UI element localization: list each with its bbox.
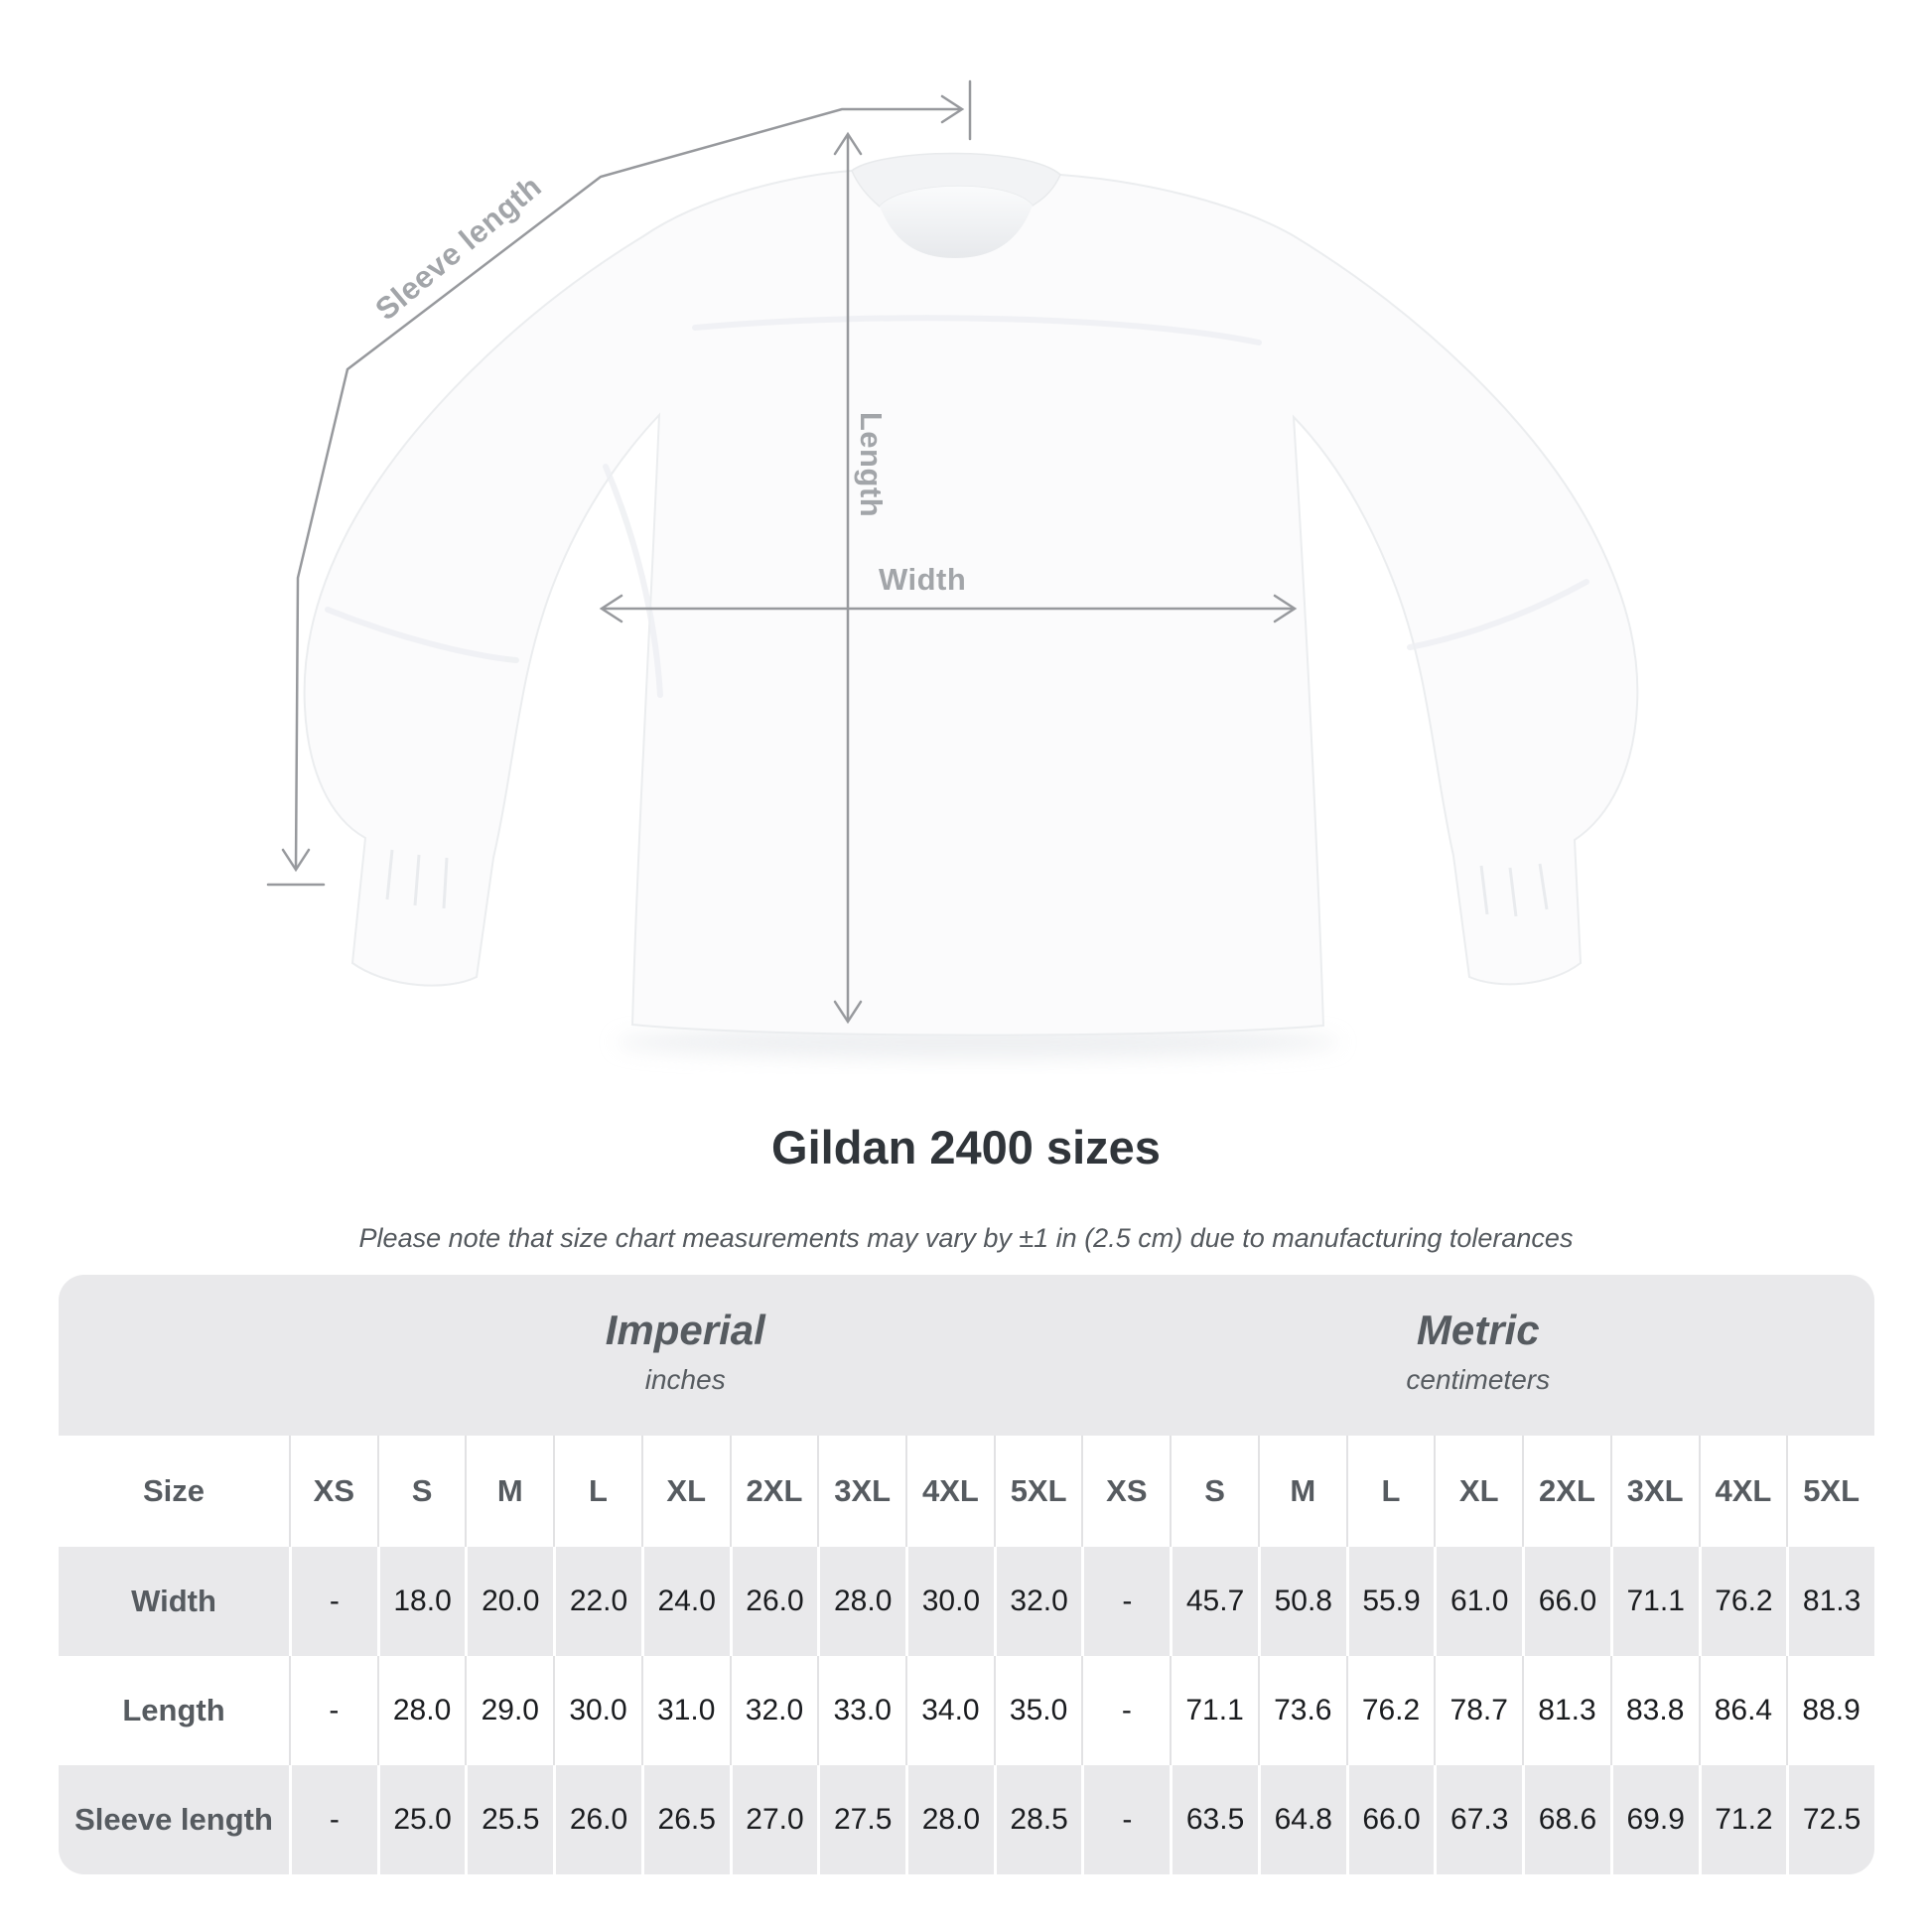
size-header-imperial: M — [465, 1436, 553, 1547]
value-cell-metric: 68.6 — [1522, 1765, 1610, 1874]
imperial-unit: inches — [644, 1364, 726, 1395]
value-cell-imperial: 27.5 — [817, 1765, 905, 1874]
value-cell-imperial: 22.0 — [553, 1547, 641, 1656]
size-header-imperial: XL — [641, 1436, 730, 1547]
length-label: Length — [854, 411, 889, 518]
size-header-imperial: 2XL — [730, 1436, 818, 1547]
metric-unit: centimeters — [1406, 1364, 1551, 1395]
value-cell-imperial: 28.5 — [994, 1765, 1082, 1874]
value-cell-imperial: 35.0 — [994, 1656, 1082, 1765]
value-cell-imperial: - — [289, 1765, 377, 1874]
sleeve-length-label: Sleeve length — [368, 168, 548, 328]
value-cell-metric: 45.7 — [1170, 1547, 1258, 1656]
size-column-header: Size — [59, 1436, 289, 1547]
value-cell-imperial: 30.0 — [905, 1547, 994, 1656]
value-cell-imperial: 31.0 — [641, 1656, 730, 1765]
value-cell-metric: 69.9 — [1610, 1765, 1699, 1874]
value-cell-imperial: 18.0 — [377, 1547, 466, 1656]
band-spacer — [59, 1275, 289, 1436]
metric-section-header — [1081, 1275, 1874, 1436]
value-cell-metric: 72.5 — [1786, 1765, 1874, 1874]
value-cell-metric: 73.6 — [1258, 1656, 1346, 1765]
value-cell-imperial: 26.0 — [553, 1765, 641, 1874]
value-cell-imperial: 28.0 — [817, 1547, 905, 1656]
size-header-metric: XL — [1434, 1436, 1522, 1547]
tolerance-note: Please note that size chart measurements may vary by ±1 in (2.5 cm) due to manufacturing tolerances — [358, 1223, 1574, 1253]
value-cell-imperial: 27.0 — [730, 1765, 818, 1874]
row-label: Sleeve length — [59, 1765, 289, 1874]
shirt-body — [305, 154, 1638, 1035]
value-cell-imperial: 30.0 — [553, 1656, 641, 1765]
value-cell-metric: - — [1081, 1547, 1170, 1656]
value-cell-imperial: 32.0 — [994, 1547, 1082, 1656]
size-header-metric: M — [1258, 1436, 1346, 1547]
value-cell-imperial: 25.0 — [377, 1765, 466, 1874]
value-cell-metric: 66.0 — [1346, 1765, 1435, 1874]
value-cell-metric: 50.8 — [1258, 1547, 1346, 1656]
size-header-metric: 4XL — [1699, 1436, 1787, 1547]
value-cell-metric: 76.2 — [1699, 1547, 1787, 1656]
value-cell-metric: 81.3 — [1522, 1656, 1610, 1765]
value-cell-metric: 78.7 — [1434, 1656, 1522, 1765]
value-cell-imperial: 28.0 — [905, 1765, 994, 1874]
value-cell-metric: 71.1 — [1610, 1547, 1699, 1656]
size-header-metric: XS — [1081, 1436, 1170, 1547]
imperial-title: Imperial — [605, 1307, 765, 1353]
row-label: Length — [59, 1656, 289, 1765]
value-cell-imperial: 26.5 — [641, 1765, 730, 1874]
value-cell-imperial: 20.0 — [465, 1547, 553, 1656]
value-cell-metric: 71.1 — [1170, 1656, 1258, 1765]
imperial-section-header — [289, 1275, 1081, 1436]
size-header-imperial: 5XL — [994, 1436, 1082, 1547]
value-cell-metric: 71.2 — [1699, 1765, 1787, 1874]
value-cell-metric: 86.4 — [1699, 1656, 1787, 1765]
size-header-imperial: XS — [289, 1436, 377, 1547]
value-cell-imperial: 28.0 — [377, 1656, 466, 1765]
value-cell-metric: 67.3 — [1434, 1765, 1522, 1874]
value-cell-metric: - — [1081, 1765, 1170, 1874]
value-cell-metric: 63.5 — [1170, 1765, 1258, 1874]
value-cell-imperial: 26.0 — [730, 1547, 818, 1656]
value-cell-imperial: - — [289, 1547, 377, 1656]
value-cell-metric: 88.9 — [1786, 1656, 1874, 1765]
value-cell-imperial: 34.0 — [905, 1656, 994, 1765]
value-cell-metric: 64.8 — [1258, 1765, 1346, 1874]
value-cell-metric: 81.3 — [1786, 1547, 1874, 1656]
value-cell-imperial: 33.0 — [817, 1656, 905, 1765]
size-header-imperial: S — [377, 1436, 466, 1547]
value-cell-imperial: 24.0 — [641, 1547, 730, 1656]
size-header-imperial: L — [553, 1436, 641, 1547]
size-table — [59, 1275, 1874, 1874]
size-header-metric: S — [1170, 1436, 1258, 1547]
metric-title: Metric — [1416, 1307, 1540, 1353]
value-cell-metric: - — [1081, 1656, 1170, 1765]
value-cell-imperial: 32.0 — [730, 1656, 818, 1765]
width-label: Width — [879, 562, 967, 597]
value-cell-metric: 76.2 — [1346, 1656, 1435, 1765]
value-cell-metric: 83.8 — [1610, 1656, 1699, 1765]
value-cell-imperial: - — [289, 1656, 377, 1765]
value-cell-imperial: 29.0 — [465, 1656, 553, 1765]
size-header-metric: 2XL — [1522, 1436, 1610, 1547]
row-label: Width — [59, 1547, 289, 1656]
page-title: Gildan 2400 sizes — [771, 1121, 1161, 1173]
size-header-imperial: 4XL — [905, 1436, 994, 1547]
size-header-metric: L — [1346, 1436, 1435, 1547]
size-header-metric: 5XL — [1786, 1436, 1874, 1547]
size-header-imperial: 3XL — [817, 1436, 905, 1547]
value-cell-imperial: 25.5 — [465, 1765, 553, 1874]
value-cell-metric: 66.0 — [1522, 1547, 1610, 1656]
size-header-metric: 3XL — [1610, 1436, 1699, 1547]
value-cell-metric: 61.0 — [1434, 1547, 1522, 1656]
value-cell-metric: 55.9 — [1346, 1547, 1435, 1656]
